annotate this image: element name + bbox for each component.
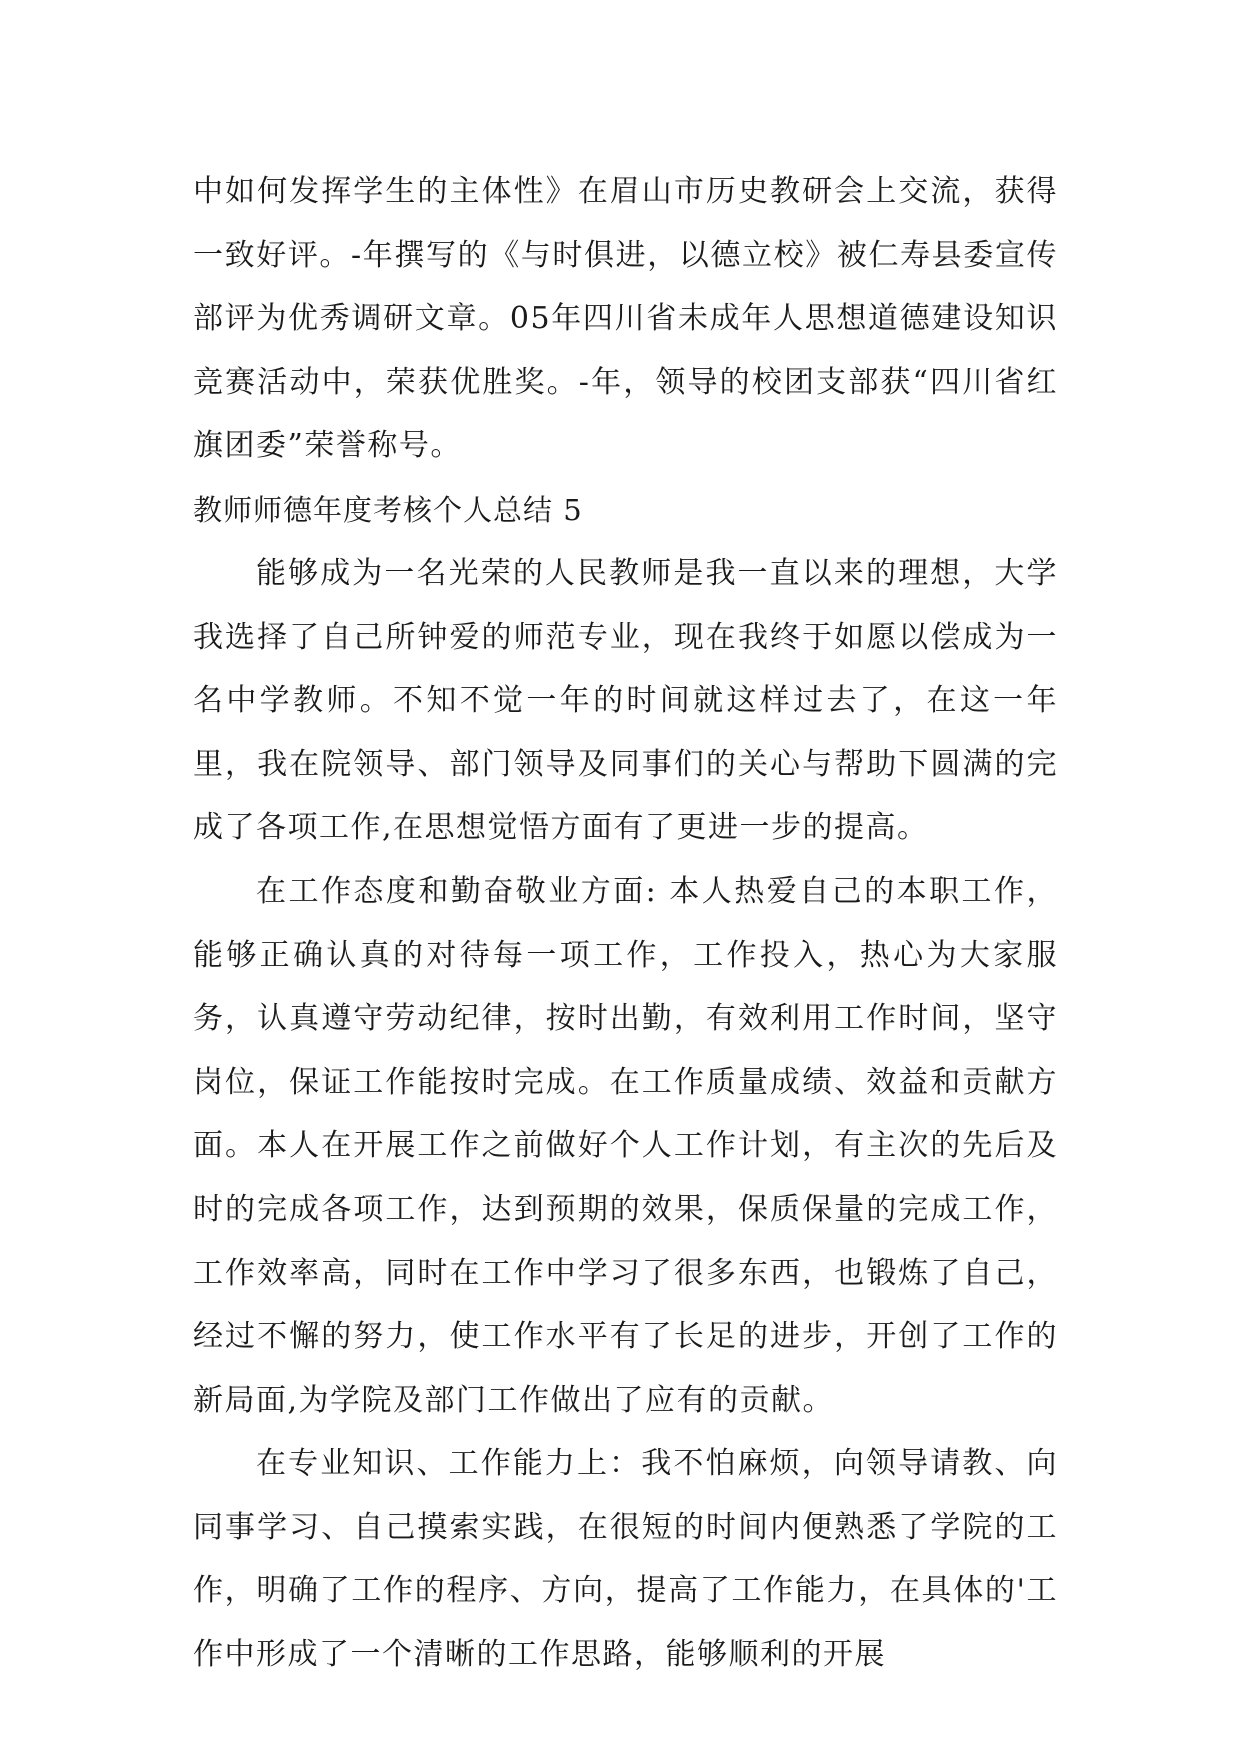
body-paragraph-2: 在工作态度和勤奋敬业方面: 本人热爱自己的本职工作，能够正确认真的对待每一项工作，工作投入，热心为大家服务，认真遵守劳动纪律，按时出勤，有效利用工作时间，坚守岗位，保证工作能按时完成。在工作质量成绩、效益和贡献方面。本人在开展工作之前做好个人工作计划，有主次的先后及时的完成各项工作，达到预期的效果，保质保量的完成工作，工作效率高，同时在工作中学习了很多东西，也锻炼了自己，经过不懈的努力，使工作水平有了长足的进步，开创了工作的新局面,为学院及部门工作做出了应有的贡献。 bbox=[193, 873, 1058, 1418]
section-title: 教师师德年度考核个人总结 5 bbox=[193, 492, 583, 527]
continued-paragraph: 中如何发挥学生的主体性》在眉山市历史教研会上交流，获得一致好评。-年撰写的《与时俱进，以德立校》被仁寿县委宣传部评为优秀调研文章。05年四川省未成年人思想道德建设知识竞赛活动中，荣获优胜奖。-年，领导的校团支部获“四川省红旗团委”荣誉称号。 bbox=[193, 174, 1058, 464]
body-paragraph-3: 在专业知识、工作能力上：我不怕麻烦，向领导请教、向同事学习、自己摸索实践，在很短的时间内便熟悉了学院的工作，明确了工作的程序、方向，提高了工作能力，在具体的'工作中形成了一个清晰的工作思路，能够顺利的开展 bbox=[193, 1446, 1058, 1673]
body-paragraph-1: 能够成为一名光荣的人民教师是我一直以来的理想，大学我选择了自己所钟爱的师范专业，现在我终于如愿以偿成为一名中学教师。不知不觉一年的时间就这样过去了，在这一年里，我在院领导、部门领导及同事们的关心与帮助下圆满的完成了各项工作,在思想觉悟方面有了更进一步的提高。 bbox=[193, 555, 1058, 846]
document-body bbox=[193, 160, 1058, 1687]
